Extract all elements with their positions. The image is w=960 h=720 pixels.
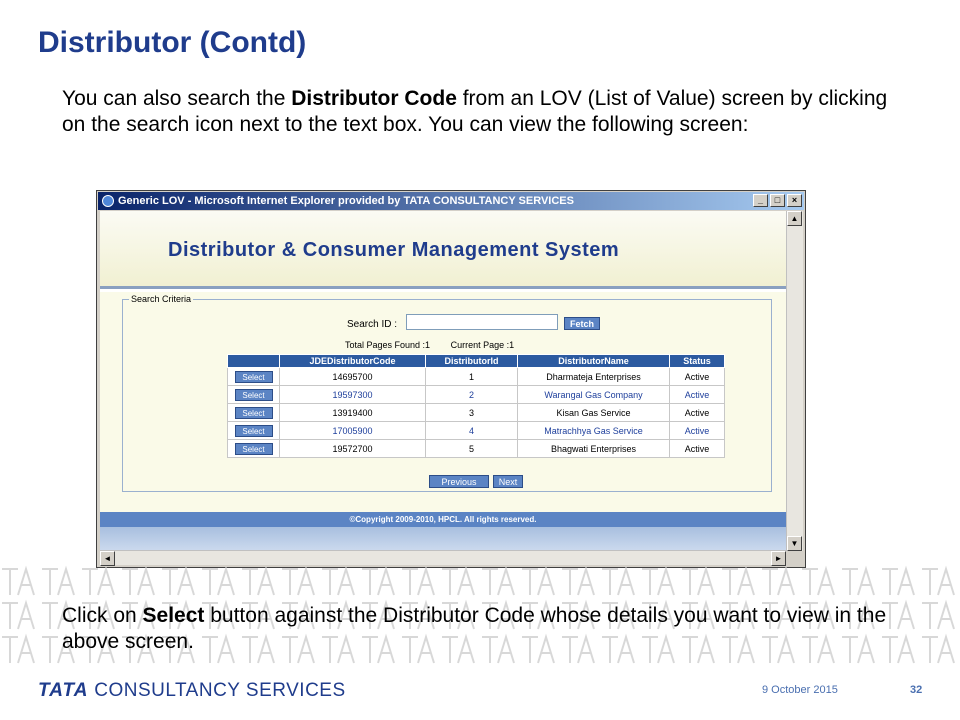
select-button[interactable]: Select: [235, 407, 273, 419]
slide-title: Distributor (Contd): [38, 26, 307, 59]
distributor-name-cell: Kisan Gas Service: [518, 404, 670, 422]
search-criteria-fieldset: [122, 294, 772, 492]
pages-info: [345, 340, 532, 350]
status-cell: Active: [670, 386, 725, 404]
distributor-id-cell: 3: [426, 404, 518, 422]
intro-text-1: You can also search the: [62, 87, 292, 110]
scroll-down-icon[interactable]: ▼: [787, 536, 802, 551]
select-cell: [228, 422, 280, 440]
col-header-distributor-id: DistributorId: [426, 355, 518, 368]
distributor-table: [227, 354, 725, 458]
intro-text-2: from an LOV (List of Value) screen by clicking on the search icon next to the text box. You can view the following screen:: [62, 87, 888, 136]
scroll-left-icon[interactable]: ◄: [100, 551, 115, 566]
ie-icon: [102, 195, 114, 207]
closing-text-2: button against the Distributor Code whose details you want to view in the above screen.: [62, 604, 887, 653]
table-row: [228, 386, 725, 404]
status-cell: Active: [670, 368, 725, 386]
select-button[interactable]: Select: [235, 389, 273, 401]
status-cell: Active: [670, 404, 725, 422]
closing-bold: Select: [142, 604, 205, 627]
select-cell: [228, 386, 280, 404]
table-header-row: [228, 355, 725, 368]
minimize-button[interactable]: _: [753, 194, 768, 207]
current-page-text: Current Page :1: [450, 340, 515, 350]
col-header-select: [228, 355, 280, 368]
tcs-logo-brand: TATA: [38, 680, 89, 701]
intro-paragraph: [62, 86, 912, 138]
distributor-id-cell: 4: [426, 422, 518, 440]
jde-code-cell: 17005900: [280, 422, 426, 440]
jde-code-cell: 14695700: [280, 368, 426, 386]
search-id-input[interactable]: [406, 314, 558, 330]
table-row: [228, 440, 725, 458]
app-footer-copyright: ©Copyright 2009-2010, HPCL. All rights reserved.: [100, 512, 786, 527]
scroll-right-icon[interactable]: ►: [771, 551, 786, 566]
intro-bold: Distributor Code: [291, 87, 457, 110]
app-body: [100, 292, 786, 512]
closing-paragraph: [62, 603, 922, 655]
select-button[interactable]: Select: [235, 425, 273, 437]
window-controls: [753, 194, 802, 207]
window-titlebar[interactable]: [98, 192, 804, 210]
table-row: [228, 422, 725, 440]
col-header-jde-code: JDEDistributorCode: [280, 355, 426, 368]
next-button[interactable]: Next: [493, 475, 523, 488]
pager: [429, 475, 523, 488]
close-button[interactable]: ×: [787, 194, 802, 207]
table-row: [228, 404, 725, 422]
distributor-id-cell: 1: [426, 368, 518, 386]
distributor-name-cell: Warangal Gas Company: [518, 386, 670, 404]
select-cell: [228, 368, 280, 386]
table-row: [228, 368, 725, 386]
col-header-status: Status: [670, 355, 725, 368]
previous-button[interactable]: Previous: [429, 475, 489, 488]
maximize-button[interactable]: □: [770, 194, 785, 207]
distributor-name-cell: Matrachhya Gas Service: [518, 422, 670, 440]
jde-code-cell: 19597300: [280, 386, 426, 404]
select-cell: [228, 404, 280, 422]
tcs-logo: [38, 680, 346, 702]
distributor-name-cell: Bhagwati Enterprises: [518, 440, 670, 458]
closing-text-1: Click on: [62, 604, 143, 627]
col-header-distributor-name: DistributorName: [518, 355, 670, 368]
lov-window: [96, 190, 806, 568]
jde-code-cell: 13919400: [280, 404, 426, 422]
app-title: Distributor & Consumer Management System: [168, 239, 620, 261]
tcs-logo-company: CONSULTANCY SERVICES: [94, 680, 346, 701]
footer-date: 9 October 2015: [762, 684, 838, 696]
fetch-button[interactable]: Fetch: [564, 317, 600, 330]
distributor-id-cell: 5: [426, 440, 518, 458]
scroll-up-icon[interactable]: ▲: [787, 211, 802, 226]
search-id-label: Search ID :: [347, 319, 398, 330]
status-cell: Active: [670, 440, 725, 458]
select-button[interactable]: Select: [235, 371, 273, 383]
select-button[interactable]: Select: [235, 443, 273, 455]
status-cell: Active: [670, 422, 725, 440]
total-pages-text: Total Pages Found :1: [345, 340, 431, 350]
jde-code-cell: 19572700: [280, 440, 426, 458]
distributor-id-cell: 2: [426, 386, 518, 404]
horizontal-scrollbar[interactable]: [100, 550, 786, 565]
app-header: [100, 211, 786, 289]
select-cell: [228, 440, 280, 458]
vertical-scrollbar[interactable]: [786, 211, 803, 551]
search-criteria-legend: Search Criteria: [131, 294, 192, 304]
window-title: Generic LOV - Microsoft Internet Explorer provided by TATA CONSULTANCY SERVICES: [118, 195, 574, 207]
page-content: [100, 211, 786, 551]
distributor-name-cell: Dharmateja Enterprises: [518, 368, 670, 386]
app-footer-band: [100, 527, 786, 551]
page-number: 32: [910, 684, 923, 696]
